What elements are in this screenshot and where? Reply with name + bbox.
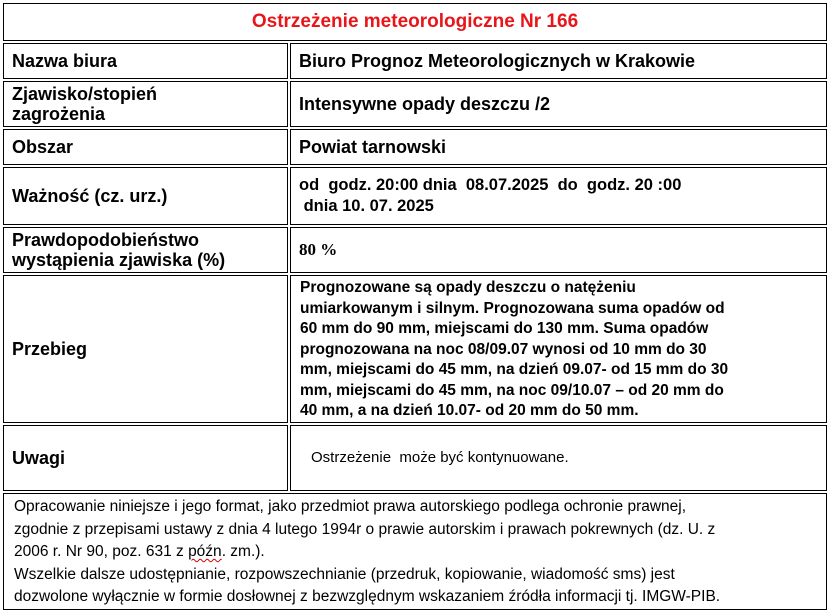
office-label-cell	[3, 43, 288, 79]
phenomenon-value: Intensywne opady deszczu /2	[299, 94, 551, 114]
phenomenon-label-cell	[3, 81, 288, 127]
warning-document	[3, 3, 827, 610]
area-row	[3, 129, 827, 165]
footer-line: zgodnie z przepisami ustawy z dnia 4 lutego 1994r o prawie autorskim i prawach pokrewnych (dz. U. z	[14, 520, 716, 538]
notes-label: Uwagi	[12, 448, 66, 468]
notes-row	[3, 425, 827, 491]
course-line: Prognozowane są opady deszczu o natężeniu	[300, 279, 636, 296]
area-value-cell	[290, 129, 827, 165]
footer-line3-after: . zm.).	[221, 543, 265, 560]
course-label-cell	[3, 275, 288, 423]
footer-line: dozwolone wyłącznie w formie dosłownej z bezwzględnym wskazaniem źródła informacji tj. IMGW-PIB.	[14, 588, 721, 605]
footer-line: Opracowanie niniejsze i jego format, jako przedmiot prawa autorskiego podlega ochronie prawnej,	[14, 498, 687, 515]
phenomenon-label: Zjawisko/stopień zagrożenia	[12, 84, 158, 124]
spellcheck-underlined-word: późn	[188, 543, 222, 560]
office-row	[3, 43, 827, 79]
probability-label-cell	[3, 227, 288, 273]
footer-line	[14, 541, 818, 564]
probability-row	[3, 227, 827, 273]
course-line: 60 mm do 90 mm, miejscami do 130 mm. Suma opadów	[300, 320, 709, 337]
footer-line3-before: 2006 r. Nr 90, poz. 631 z	[14, 543, 189, 560]
notes-value-cell	[290, 425, 827, 491]
validity-label-cell	[3, 167, 288, 225]
course-line: mm, miejscami do 45 mm, na noc 09/10.07 – od 20 mm do	[300, 381, 724, 399]
course-line: prognozowana na noc 08/09.07 wynosi od 10 mm do 30	[300, 340, 707, 358]
title-cell	[3, 3, 827, 41]
validity-value-line1: od godz. 20:00 dnia 08.07.2025 do godz. 20 :00	[299, 176, 682, 194]
phenomenon-row	[3, 81, 827, 127]
probability-value: 80 %	[299, 240, 338, 259]
course-line: umiarkowanym i silnym. Prognozowana suma opadów od	[300, 299, 725, 317]
area-label: Obszar	[12, 137, 74, 157]
validity-value-line2: dnia 10. 07. 2025	[299, 197, 434, 215]
title-row	[3, 3, 827, 41]
validity-value-cell	[290, 167, 827, 225]
notes-value: Ostrzeżenie może być kontynuowane.	[311, 449, 569, 466]
course-label: Przebieg	[12, 339, 88, 359]
area-value: Powiat tarnowski	[299, 137, 447, 157]
office-value-cell	[290, 43, 827, 79]
office-label: Nazwa biura	[12, 51, 118, 71]
validity-label: Ważność (cz. urz.)	[12, 186, 168, 206]
probability-label: Prawdopodobieństwo wystąpienia zjawiska (%)	[12, 230, 226, 270]
notes-label-cell	[3, 425, 288, 491]
area-label-cell	[3, 129, 288, 165]
course-line: 40 mm, a na dzień 10.07- od 20 mm do 50 mm.	[300, 402, 639, 419]
office-value: Biuro Prognoz Meteorologicznych w Krakowie	[299, 51, 696, 71]
course-line: mm, miejscami do 45 mm, na dzień 09.07- od 15 mm do 30	[300, 361, 729, 378]
probability-value-cell	[290, 227, 827, 273]
validity-row	[3, 167, 827, 225]
course-value-cell	[290, 275, 827, 423]
course-row	[3, 275, 827, 423]
warning-title: Ostrzeżenie meteorologiczne Nr 166	[251, 11, 579, 32]
phenomenon-value-cell	[290, 81, 827, 127]
footer-line: Wszelkie dalsze udostępnianie, rozpowszechnianie (przedruk, kopiowanie, wiadomość sms) jest	[14, 565, 675, 583]
copyright-footer	[3, 493, 827, 610]
